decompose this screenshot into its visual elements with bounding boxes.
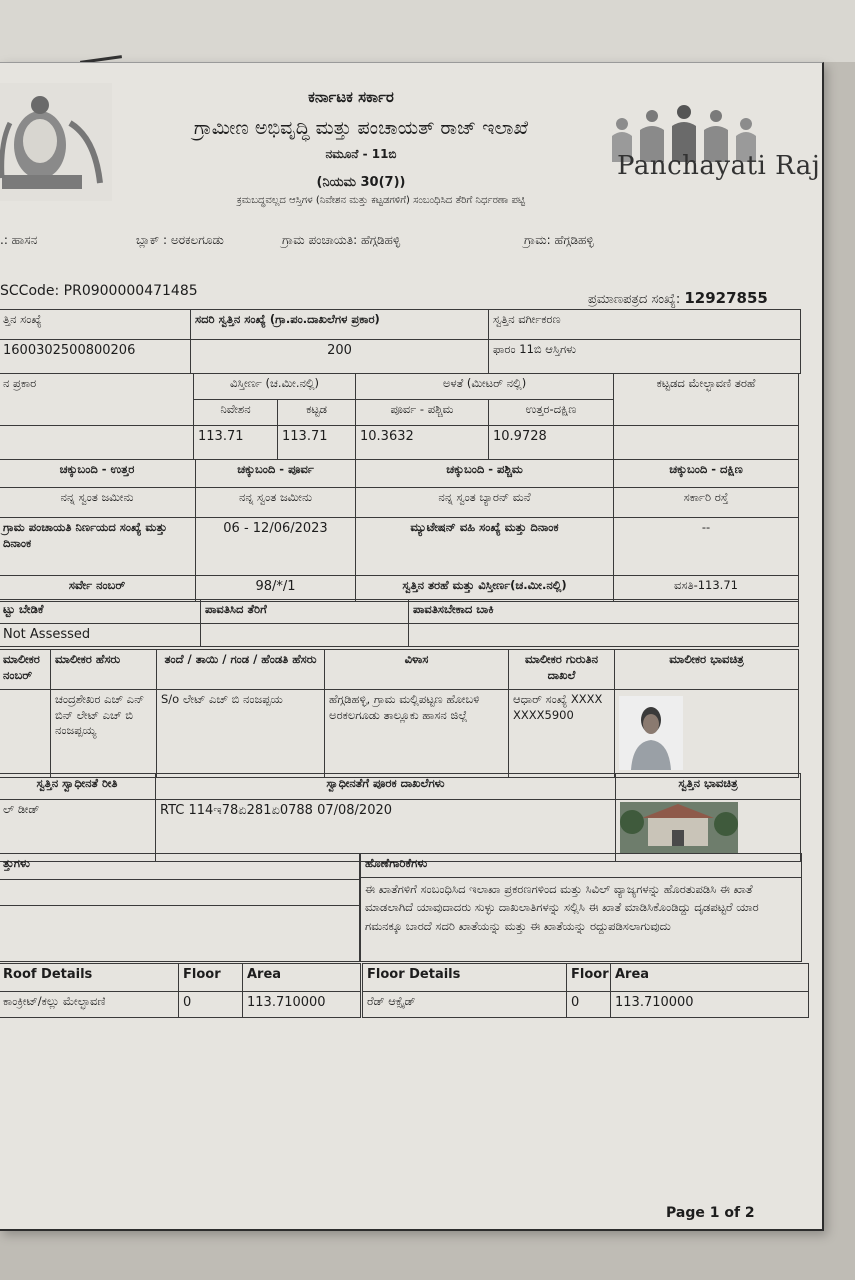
roof-type-value	[614, 426, 799, 460]
paid-tax-label: ಪಾವತಿಸಿದ ತೆರಿಗೆ	[201, 600, 409, 624]
rule-number: (ನಿಯಮ 30(7))	[316, 175, 406, 190]
south-boundary-value: ಸರ್ಕಾರಿ ರಸ್ತೆ	[614, 488, 799, 518]
sc-code: SCCode: PR0900000471485	[0, 283, 198, 299]
property-id-table	[0, 309, 801, 374]
floor-area-label: Area	[611, 964, 809, 992]
property-type-label: ನ ಪ್ರಕಾರ	[0, 374, 194, 426]
address-value: ಹೆಗ್ಗಡಿಹಳ್ಳಿ, ಗ್ರಾಮ ಮಲ್ಲಿಪಟ್ಟಣ ಹೋಬಳಿ ಅರಕಲಗೂಡು ತಾಲ್ಲೂಕು ಹಾಸನ ಜಿಲ್ಲೆ	[325, 690, 509, 778]
dimensions-table	[0, 373, 799, 460]
roof-area-value: 113.710000	[243, 992, 361, 1018]
boundaries-table	[0, 459, 799, 602]
address-label: ವಿಳಾಸ	[325, 650, 509, 690]
relation-value: S/o ಲೇಟ್ ಎಚ್ ಬಿ ನಂಜಪ್ಪಯ	[157, 690, 325, 778]
mutation-label: ಮ್ಯುಟೇಷನ್ ವಹಿ ಸಂಖ್ಯೆ ಮತ್ತು ದಿನಾಂಕ	[356, 518, 614, 576]
property-photo-cell	[616, 800, 801, 862]
owner-name-label: ಮಾಲೀಕರ ಹೆಸರು	[51, 650, 157, 690]
property-photo-label: ಸ್ವತ್ತಿನ ಭಾವಚಿತ್ರ	[616, 774, 801, 800]
page-number: Page 1 of 2	[666, 1205, 755, 1221]
south-boundary-label: ಚಕ್ಕುಬಂದಿ - ದಕ್ಷಿಣ	[614, 460, 799, 488]
acquisition-mode-label: ಸ್ವತ್ತಿನ ಸ್ವಾಧೀನತೆ ರೀತಿ	[0, 774, 156, 800]
total-demand-label: ಟ್ಟು ಬೇಡಿಕೆ	[0, 600, 201, 624]
property-photo	[620, 802, 738, 854]
block: ಬ್ಲಾಕ್ : ಅರಕಲಗೂಡು	[136, 233, 224, 247]
property-type-value	[0, 426, 194, 460]
floor-details-table	[362, 963, 809, 1018]
roof-type-label: ಕಟ್ಟಡದ ಮೇಲ್ಛಾವಣಿ ತರಹೆ	[614, 374, 799, 426]
floor-floor-label: Floor	[567, 964, 611, 992]
area-label: ವಿಸ್ತೀರ್ಣ (ಚ.ಮೀ.ನಲ್ಲಿ)	[194, 374, 356, 400]
acquisition-table	[0, 773, 801, 862]
west-boundary-value: ನನ್ನ ಸ್ವಂತ ಬ್ಯಾರನ್ ಮನೆ	[356, 488, 614, 518]
acquisition-mode-value: ಲ್ ಡೀಡ್	[0, 800, 156, 862]
liabilities-table	[0, 853, 360, 962]
responsibilities-table	[360, 853, 802, 962]
owner-id-label: ಮಾಲೀಕರ ಗುರುತಿನ ದಾಖಲೆ	[509, 650, 615, 690]
govt-title: ಕರ್ನಾಟಕ ಸರ್ಕಾರ	[308, 88, 394, 106]
north-boundary-label: ಚಕ್ಕುಬಂದಿ - ಉತ್ತರ	[0, 460, 196, 488]
type-area-label: ಸ್ವತ್ತಿನ ತರಹೆ ಮತ್ತು ವಿಸ್ತೀರ್ಣ(ಚ.ಮೀ.ನಲ್ಲಿ)	[356, 576, 614, 602]
property-id-label: ತ್ತಿನ ಸಂಖ್ಯೆ	[0, 310, 191, 340]
owner-number-label: ಮಾಲೀಕರ ನಂಬರ್	[0, 650, 51, 690]
north-boundary-value: ನನ್ನ ಸ್ವಂತ ಜಮೀನು	[0, 488, 196, 518]
east-west-label: ಪೂರ್ವ - ಪಶ್ಚಿಮ	[356, 400, 489, 426]
responsibilities-label: ಹೊಣೆಗಾರಿಕೆಗಳು	[361, 854, 802, 878]
owner-id-value: ಆಧಾರ್ ಸಂಖ್ಯೆ XXXXXXXX5900	[509, 690, 615, 778]
due-label: ಪಾವತಿಸಬೇಕಾದ ಬಾಕಿ	[409, 600, 799, 624]
measurement-label: ಅಳತೆ (ಮೀಟರ್ ನಲ್ಲಿ)	[356, 374, 614, 400]
classification-label: ಸ್ವತ್ತಿನ ವರ್ಗೀಕರಣ	[489, 310, 801, 340]
floor-type-value: ರೆಡ್ ಆಕ್ಸೈಡ್	[363, 992, 567, 1018]
type-area-value: ವಸತಿ-113.71	[614, 576, 799, 602]
total-demand-value: Not Assessed	[0, 624, 201, 647]
owner-photo-cell	[615, 690, 799, 778]
floor-details-title: Floor Details	[363, 964, 567, 992]
resolution-value: 06 - 12/06/2023	[196, 518, 356, 576]
relation-label: ತಂದೆ / ತಾಯಿ / ಗಂಡ / ಹೆಂಡತಿ ಹೆಸರು	[157, 650, 325, 690]
liabilities-label: ತ್ತುಗಳು	[0, 854, 360, 880]
resolution-label: ಗ್ರಾಮ ಪಂಚಾಯತಿ ನಿರ್ಣಯದ ಸಂಖ್ಯೆ ಮತ್ತು ದಿನಾಂಕ	[0, 518, 196, 576]
gram-panchayat: ಗ್ರಾಮ ಪಂಚಾಯತಿ: ಹೆಗ್ಗಡಿಹಳ್ಳಿ	[282, 233, 401, 247]
form-subtitle: ಕ್ರಮಬದ್ಧವಲ್ಲದ ಆಸ್ತಿಗಳ (ನಿವೇಶನ ಮತ್ತು ಕಟ್ಟಡಗಳಿಗೆ) ಸಂಬಂಧಿಸಿದ ತೆರಿಗೆ ನಿರ್ಧರಣಾ ಪಟ್ಟಿ	[236, 195, 526, 206]
owner-photo	[619, 696, 683, 770]
owner-number-value	[0, 690, 51, 778]
village: ಗ್ರಾಮ: ಹೆಗ್ಗಡಿಹಳ್ಳಿ	[524, 233, 594, 247]
roof-details-title: Roof Details	[0, 964, 179, 992]
old-number-value: 200	[191, 340, 489, 374]
liabilities-row	[0, 906, 360, 962]
roof-floor-label: Floor	[179, 964, 243, 992]
tax-table	[0, 599, 799, 647]
building-area-value: 113.71	[278, 426, 356, 460]
east-boundary-value: ನನ್ನ ಸ್ವಂತ ಜಮೀನು	[196, 488, 356, 518]
department-title: ಗ್ರಾಮೀಣ ಅಭಿವೃದ್ಧಿ ಮತ್ತು ಪಂಚಾಯತ್ ರಾಜ್ ಇಲಾಖೆ	[193, 117, 529, 139]
logo-text: Panchayati Raj	[617, 151, 821, 181]
roof-area-label: Area	[243, 964, 361, 992]
due-value	[409, 624, 799, 647]
north-south-label: ಉತ್ತರ-ದಕ್ಷಿಣ	[489, 400, 614, 426]
east-boundary-label: ಚಕ್ಕುಬಂದಿ - ಪೂರ್ವ	[196, 460, 356, 488]
west-boundary-label: ಚಕ್ಕುಬಂದಿ - ಪಶ್ಚಿಮ	[356, 460, 614, 488]
district: .: ಹಾಸನ	[0, 233, 38, 247]
site-area-value: 113.71	[194, 426, 278, 460]
paid-tax-value	[201, 624, 409, 647]
owner-photo-label: ಮಾಲೀಕರ ಭಾವಚಿತ್ರ	[615, 650, 799, 690]
owner-table	[0, 649, 799, 778]
old-number-label: ಸದರಿ ಸ್ವತ್ತಿನ ಸಂಖ್ಯೆ (ಗ್ರಾ.ಪಂ.ದಾಖಲೆಗಳ ಪ್ರಕಾರ)	[191, 310, 489, 340]
certificate-number: ಪ್ರಮಾಣಪತ್ರದ ಸಂಖ್ಯೆ: 12927855	[588, 289, 768, 307]
roof-details-table	[0, 963, 361, 1018]
acquisition-docs-label: ಸ್ವಾಧೀನತೆಗೆ ಪೂರಕ ದಾಖಲೆಗಳು	[156, 774, 616, 800]
owner-name-value: ಚಂದ್ರಶೇಖರ ಎಚ್ ಎನ್ ಬಿನ್ ಲೇಟ್ ಎಚ್ ಬಿ ನಂಜಪ್ಪಯ್ಯ	[51, 690, 157, 778]
scan-background	[0, 0, 855, 62]
north-south-value: 10.9728	[489, 426, 614, 460]
acquisition-docs-value: RTC 114ಇ78ಏ281ಏ0788 07/08/2020	[156, 800, 616, 862]
east-west-value: 10.3632	[356, 426, 489, 460]
form-number: ನಮೂನೆ - 11ಬಿ	[325, 147, 397, 161]
roof-type-value: ಕಾಂಕ್ರೀಟ್/ಕಲ್ಲು ಮೇಲ್ಛಾವಣಿ	[0, 992, 179, 1018]
survey-number-label: ಸರ್ವೇ ನಂಬರ್	[0, 576, 196, 602]
building-label: ಕಟ್ಟಡ	[278, 400, 356, 426]
classification-value: ಫಾರಂ 11ಬಿ ಆಸ್ತಿಗಳು	[489, 340, 801, 374]
floor-floor-value: 0	[567, 992, 611, 1018]
floor-area-value: 113.710000	[611, 992, 809, 1018]
document-sheet	[0, 62, 824, 1231]
roof-floor-value: 0	[179, 992, 243, 1018]
survey-number-value: 98/*/1	[196, 576, 356, 602]
property-id-value: 1600302500800206	[0, 340, 191, 374]
mutation-value: --	[614, 518, 799, 576]
responsibilities-text: ಈ ಖಾತೆಗಳಿಗೆ ಸಂಬಂಧಿಸಿದ ಇಲಾಖಾ ಪ್ರಕರಣಗಳಿಂದ ಮತ್ತು ಸಿವಿಲ್ ವ್ಯಾಜ್ಯಗಳನ್ನು ಹೊರತುಪಡಿಸಿ ಈ ಖಾತೆ ಮಾಡಲಾಗಿದೆ ಯಾವುದಾದರು ಸುಳ್ಳು ದಾಖಲಾತಿಗಳನ್ನು ಸಲ್ಲಿಸಿ ಈ ಖಾತೆ ಮಾಡಿಸಿಕೊಂಡಿದ್ದು ದೃಡಪಟ್ಟರೆ ಯಾರ ಗಮನಕ್ಕೂ ಬಾರದೆ ಸದರಿ ಖಾತೆಯನ್ನು ಮತ್ತು ಈ ಖಾತೆಯನ್ನು ರದ್ದುಪಡಿಸಲಾಗುವುದು	[361, 878, 802, 962]
site-label: ನಿವೇಶನ	[194, 400, 278, 426]
liabilities-row	[0, 880, 360, 906]
